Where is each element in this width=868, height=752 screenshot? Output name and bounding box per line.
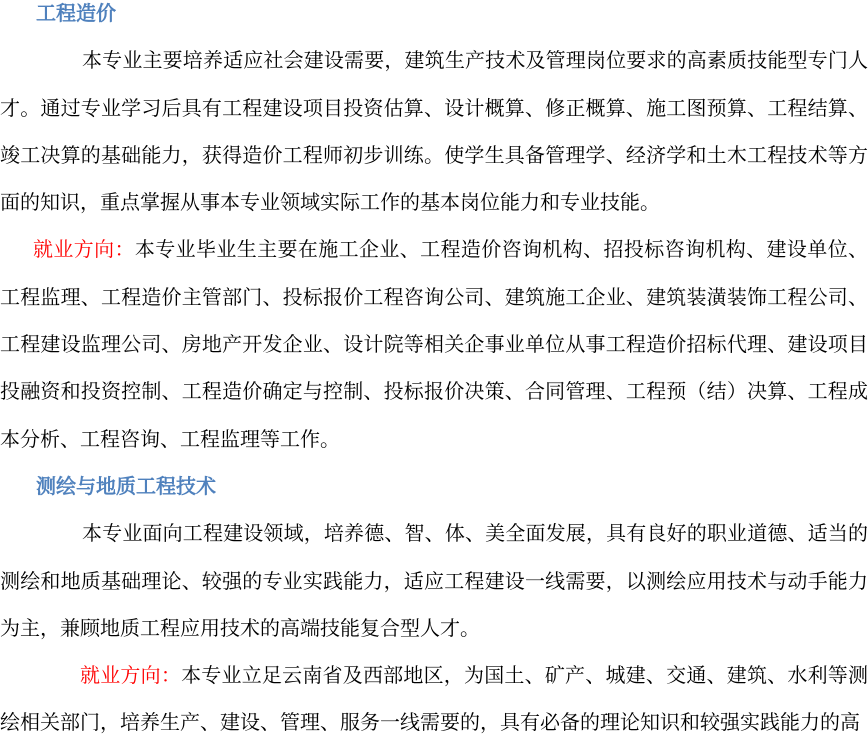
employment-text: 本专业立足云南省及西部地区，为国土、矿产、城建、交通、建筑、水利等测绘相关部门，培养生产、建设、管理、服务一线需要的，具有必备的理论知识和较强实践能力的高 bbox=[0, 663, 868, 735]
intro-paragraph: 本专业主要培养适应社会建设需要，建筑生产技术及管理岗位要求的高素质技能型专门人才。通过专业学习后具有工程建设项目投资估算、设计概算、修正概算、施工图预算、工程结算、竣工决算的基础能力，获得造价工程师初步训练。使学生具备管理学、经济学和土木工程技术等方面的知识，重点掌握从事本专业领域实际工作的基本岗位能力和专业技能。 bbox=[0, 48, 868, 215]
section-heading-engineering-cost: 工程造价 bbox=[36, 1, 116, 25]
intro-paragraph: 本专业面向工程建设领域，培养德、智、体、美全面发展，具有良好的职业道德、适当的测绘和地质基础理论、较强的专业实践能力，适应工程建设一线需要，以测绘应用技术与动手能力为主，兼顾地质工程应用技术的高端技能复合型人才。 bbox=[0, 521, 868, 640]
employment-paragraph bbox=[0, 226, 868, 462]
employment-text: 本专业毕业生主要在施工企业、工程造价咨询机构、招投标咨询机构、建设单位、工程监理、工程造价主管部门、投标报价工程咨询公司、建筑施工企业、建筑装潢装饰工程公司、工程建设监理公司、房地产开发企业、设计院等相关企事业单位从事工程造价招标代理、建设项目投融资和投资控制、工程造价确定与控制、投标报价决策、合同管理、工程预（结）决算、工程成本分析、工程咨询、工程监理等工作。 bbox=[0, 237, 868, 451]
section-surveying-geology bbox=[0, 463, 868, 747]
section-heading-surveying-geology: 测绘与地质工程技术 bbox=[36, 473, 216, 498]
employment-label: 就业方向： bbox=[33, 237, 135, 262]
employment-paragraph bbox=[0, 652, 868, 747]
employment-label: 就业方向： bbox=[80, 663, 182, 688]
